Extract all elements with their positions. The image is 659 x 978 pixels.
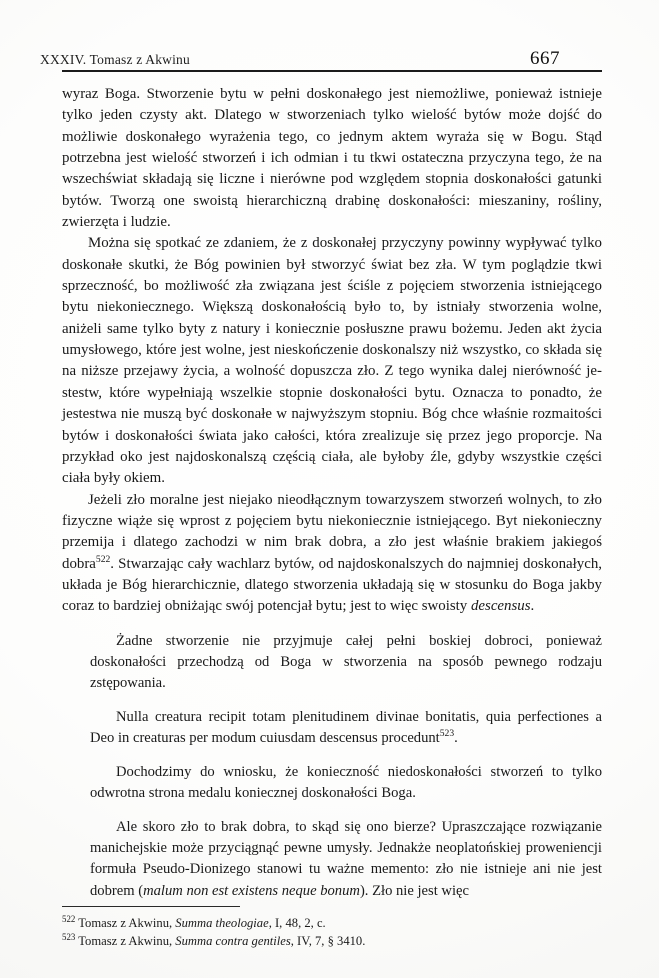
block-quote-final (62, 817, 602, 901)
footnote-work-title: Summa contra gentiles (175, 933, 291, 948)
footnote-locus: , I, 48, 2, c. (268, 916, 326, 930)
footnote-work-title: Summa theologiae (175, 916, 269, 930)
paragraph-3-text-c: . (530, 598, 535, 615)
paragraph-3 (62, 490, 602, 618)
block-quote-final-text-b: ). Zło nie jest więc (359, 882, 469, 899)
block-quote-latin (62, 707, 602, 749)
paragraph-2-text: Można się spotkać ze zdaniem, że z doskonałej przyczyny powinny wypływać tylko doskonałe skutki, że Bóg powinien był stworzyć świat bez zła. W tym poglądzie tkwi sprzeczność, bo możliwość zła związana jest ściśle z pojęciem stworzenia istniejącego bytu niekoniecznego. Większą doskonałością było to, by istniały stworzenia wolne, aniżeli same tylko byty z natury i koniecznie posłuszne prawu bożemu. Jeden akt życia umysłowego, które jest wolne, jest nieskończenie doskonalszy niż wszystko, co składa się na niższe przejawy życia, a wolność dopuszcza zło. Z tego wynika dalej nierówność jestestw, które wypełniają wszelkie stopnie doskonałości bytu. Oznacza to ponadto, że jestestwa nie muszą być doskonałe w najwyższym stopniu. Bóg chce właśnie rozmaitości bytów i doskonałości świata jako całości, która zrealizuje się przez jego proporcje. Na przykład oko jest najdoskonalszą częścią ciała, ale byłoby źle, gdyby wszystkie części ciała były okiem. (62, 235, 602, 487)
paragraph-3-italic-term: descensus (470, 598, 531, 615)
footnote-author: Tomasz z Akwinu, (78, 933, 176, 948)
running-head-chapter: XXXIV. Tomasz z Akwinu (40, 52, 190, 67)
block-quote-final-paragraph (90, 817, 602, 901)
page-number: 667 (530, 48, 560, 69)
paragraph-2 (62, 233, 602, 489)
block-quote-polish (62, 631, 602, 694)
block-quote-final-text-a: Ale skoro zło to brak dobra, to skąd się ono bierze? Upraszczające rozwiązanie manichejskie może przyciągnąć pewne umysły. Jednakże neoplatońskiej proweniencji formuła Pseudo-Dionizego stanowi tu ważne memento: zło nie istnieje ani nie jest dobrem ( (90, 819, 602, 899)
footnote-locus: , IV, 7, § 3410. (290, 933, 366, 948)
paragraph-1-text: wyraz Boga. Stworzenie bytu w pełni doskonałego jest niemożliwe, ponieważ istnieje tylko jeden czysty akt. Dlatego w stworzeniach tylko wielość bytów może dojść do możliwie doskonałego wyrażenia tego, co jednym aktem wyraża się w Bogu. Stąd potrzebna jest wielość stworzeń i ich odmian i tu tkwi ostateczna przyczyna tego, że na wszechświat składają się liczne i nierówne pod względem stopnia doskonałości gatunki bytów. Tworzą one swoistą hierarchiczną drabinę doskonałości: mieszaniny, rośliny, zwierzęta i ludzie. (62, 86, 602, 231)
block-quote-latin-period: . (454, 729, 458, 746)
footnote-number: 522 (62, 913, 76, 924)
block-quote-polish-text: Żadne stworzenie nie przyjmuje całej pełni boskiej dobroci, ponieważ doskonałości przechodzą od Boga w stworzenia na sposób pewnego rodzaju zstępowania. (90, 632, 602, 691)
footnote-marker-523[interactable]: 523 (439, 728, 455, 740)
footnote-entry (62, 933, 602, 951)
block-quote-final-italic-term: malum non est existens neque bonum (143, 882, 360, 899)
footnote-number: 523 (62, 931, 76, 942)
page-content-area (62, 0, 602, 978)
paragraph-1 (62, 84, 602, 233)
footnote-author: Tomasz z Akwinu, (78, 916, 176, 930)
block-quote-latin-paragraph (90, 707, 602, 749)
paragraph-3-text-b: . Stwarzając cały wachlarz bytów, od najdoskonalszych do najmniej doskonałych, układa je Bóg hierarchicznie, dlatego stworzenia układają się w stosunku do Boga jakby coraz to bardziej obniżając swój potencjał bytu; jest to więc swoisty (62, 555, 602, 615)
body-text (62, 84, 602, 902)
block-quote-latin-text: Nulla creatura recipit totam plenitudinem divinae bonitatis, quia perfectiones a Deo in creaturas per modum cuiusdam descensus procedunt (90, 708, 602, 746)
block-quote-conclusion-text: Dochodzimy do wniosku, że konieczność niedoskonałości stworzeń to tylko odwrotna strona medalu koniecznej doskonałości Boga. (90, 764, 602, 802)
footnote-separator-rule (62, 906, 240, 907)
footnote-entry (62, 915, 602, 933)
footnotes-section (62, 915, 602, 950)
footnote-marker-522[interactable]: 522 (95, 553, 111, 565)
block-quote-conclusion (62, 762, 602, 804)
paragraph-3-text-a: Jeżeli zło moralne jest niejako nieodłącznym towarzyszem stworzeń wolnych, to zło fizyczne wiąże się wprost z pojęciem bytu niekoniecznie istniejącego. Byt niekonieczny przemija i dlatego zachodzi w nim brak dobra, a zło jest właśnie brakiem jakiegoś dobra (62, 491, 602, 572)
